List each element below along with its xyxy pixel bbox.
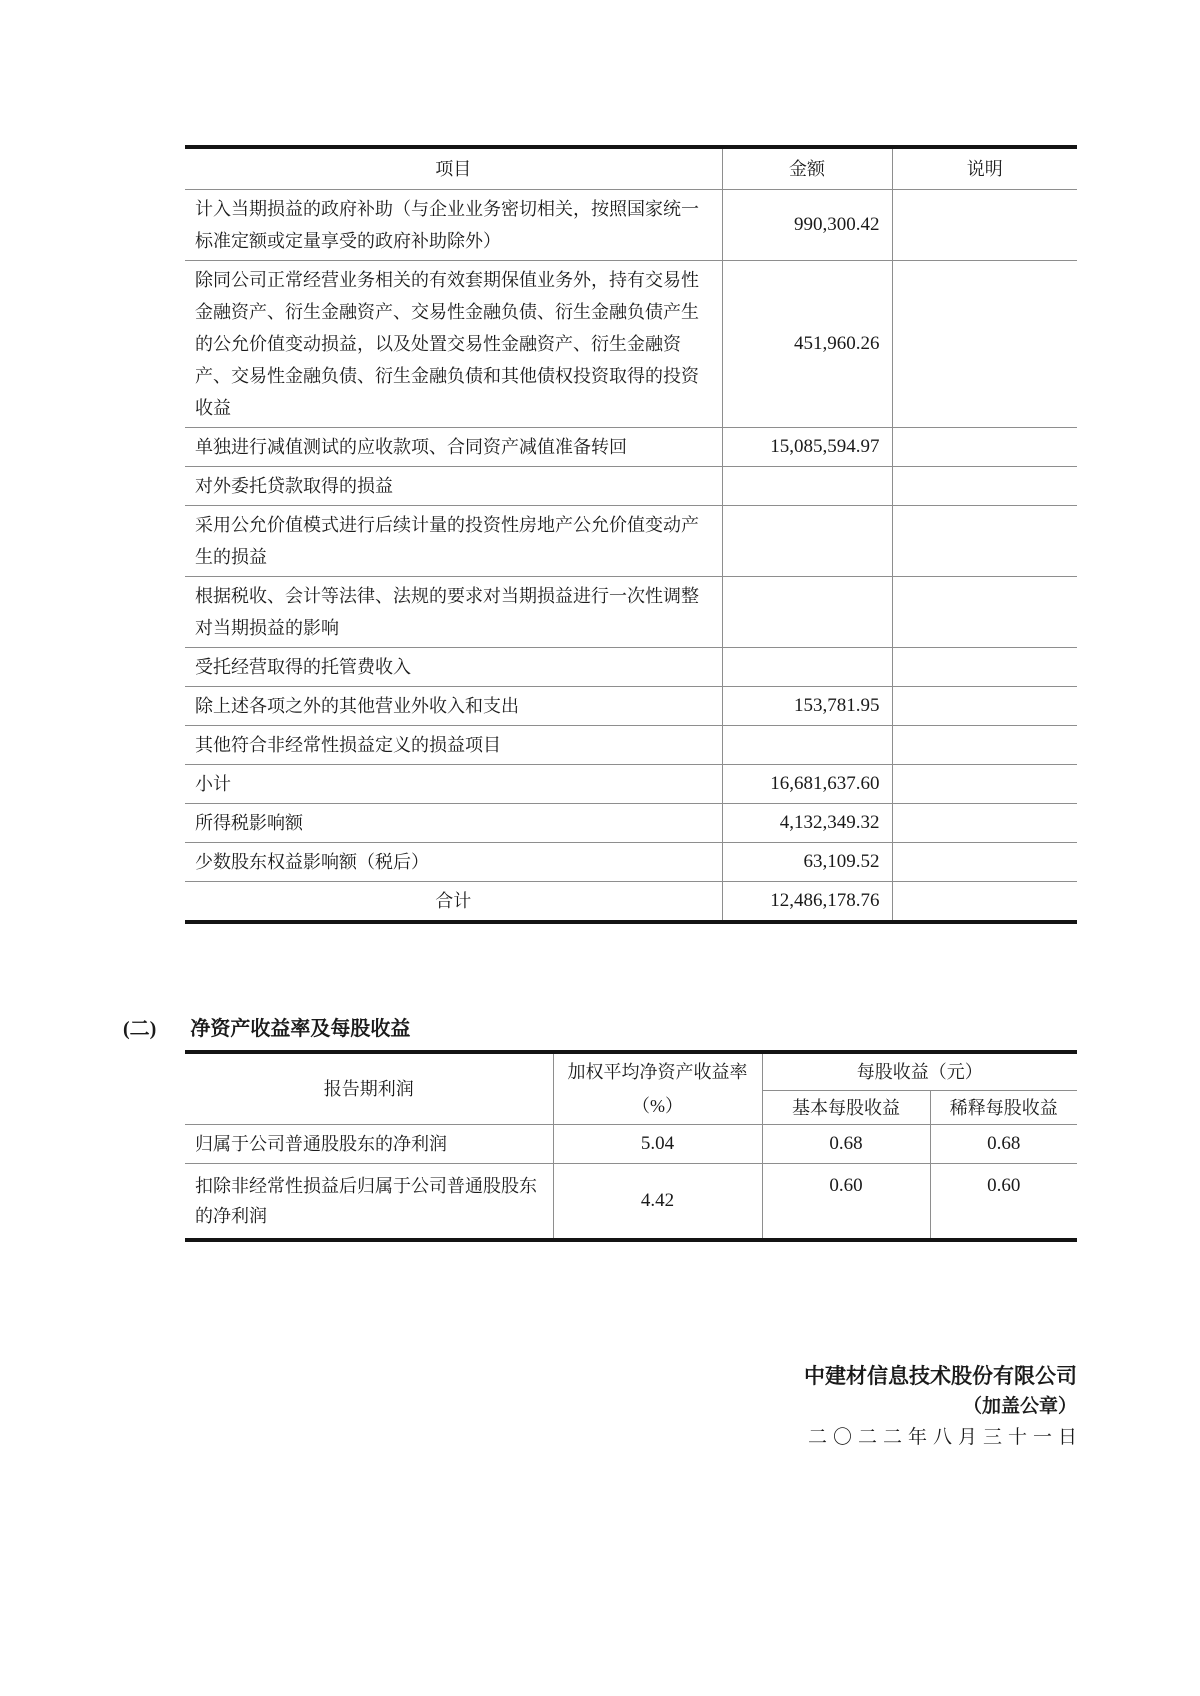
table-row-total xyxy=(185,882,1077,923)
amount-cell: 153,781.95 xyxy=(722,687,892,726)
basic-eps-cell: 0.68 xyxy=(762,1125,930,1164)
amount-cell: 451,960.26 xyxy=(722,261,892,428)
amount-cell: 4,132,349.32 xyxy=(722,804,892,843)
non-recurring-items-table xyxy=(185,145,1077,924)
roe-header-line1: 加权平均净资产收益率 xyxy=(567,1062,748,1082)
section-number: (二) xyxy=(123,1018,157,1040)
column-header-note: 说明 xyxy=(892,147,1077,190)
amount-cell: 12,486,178.76 xyxy=(722,882,892,923)
table-row xyxy=(185,428,1077,467)
roe-cell: 5.04 xyxy=(553,1125,762,1164)
amount-cell xyxy=(722,648,892,687)
note-cell xyxy=(892,648,1077,687)
note-cell xyxy=(892,687,1077,726)
amount-cell: 990,300.42 xyxy=(722,190,892,261)
amount-cell xyxy=(722,726,892,765)
table-row xyxy=(185,726,1077,765)
table-row xyxy=(185,843,1077,882)
note-cell xyxy=(892,726,1077,765)
column-header-diluted-eps: 稀释每股收益 xyxy=(930,1091,1077,1125)
note-cell xyxy=(892,843,1077,882)
note-cell xyxy=(892,261,1077,428)
amount-cell xyxy=(722,467,892,506)
table-row-subtotal xyxy=(185,765,1077,804)
table-row xyxy=(185,1164,1077,1241)
item-cell: 少数股东权益影响额（税后） xyxy=(185,843,722,882)
amount-cell xyxy=(722,577,892,648)
amount-cell: 63,109.52 xyxy=(722,843,892,882)
note-cell xyxy=(892,804,1077,843)
diluted-eps-cell: 0.68 xyxy=(930,1125,1077,1164)
roe-header-line2: （%） xyxy=(632,1096,683,1116)
item-cell: 对外委托贷款取得的损益 xyxy=(185,467,722,506)
item-cell: 所得税影响额 xyxy=(185,804,722,843)
note-cell xyxy=(892,428,1077,467)
item-cell: 除同公司正常经营业务相关的有效套期保值业务外，持有交易性金融资产、衍生金融资产、交易性金融负债、衍生金融负债产生的公允价值变动损益，以及处置交易性金融资产、衍生金融资产、交易性金融负债、衍生金融负债和其他债权投资取得的投资收益 xyxy=(185,261,722,428)
table-row xyxy=(185,467,1077,506)
seal-note: （加盖公章） xyxy=(962,1396,1077,1417)
column-header-amount: 金额 xyxy=(722,147,892,190)
item-cell: 根据税收、会计等法律、法规的要求对当期损益进行一次性调整对当期损益的影响 xyxy=(185,577,722,648)
item-cell: 归属于公司普通股股东的净利润 xyxy=(185,1125,553,1164)
note-cell xyxy=(892,882,1077,923)
item-cell: 合计 xyxy=(185,882,722,923)
table-row xyxy=(185,804,1077,843)
column-header-eps-group: 每股收益（元） xyxy=(762,1052,1077,1091)
section-title: 净资产收益率及每股收益 xyxy=(190,1018,411,1040)
item-cell: 计入当期损益的政府补助（与企业业务密切相关，按照国家统一标准定额或定量享受的政府补助除外） xyxy=(185,190,722,261)
table-row xyxy=(185,648,1077,687)
table-header-row xyxy=(185,147,1077,190)
table-row xyxy=(185,577,1077,648)
roe-eps-table xyxy=(185,1050,1077,1242)
item-cell: 扣除非经常性损益后归属于公司普通股股东的净利润 xyxy=(185,1164,553,1241)
table-row xyxy=(185,506,1077,577)
item-cell: 受托经营取得的托管费收入 xyxy=(185,648,722,687)
diluted-eps-cell: 0.60 xyxy=(930,1164,1077,1241)
item-cell: 采用公允价值模式进行后续计量的投资性房地产公允价值变动产生的损益 xyxy=(185,506,722,577)
table-row xyxy=(185,261,1077,428)
item-cell: 单独进行减值测试的应收款项、合同资产减值准备转回 xyxy=(185,428,722,467)
table-row xyxy=(185,687,1077,726)
roe-cell: 4.42 xyxy=(553,1164,762,1241)
amount-cell xyxy=(722,506,892,577)
column-header-report-period: 报告期利润 xyxy=(185,1052,553,1125)
note-cell xyxy=(892,467,1077,506)
column-header-basic-eps: 基本每股收益 xyxy=(762,1091,930,1125)
section-heading xyxy=(123,1016,1200,1042)
note-cell xyxy=(892,765,1077,804)
item-cell: 小计 xyxy=(185,765,722,804)
column-header-weighted-roe xyxy=(553,1052,762,1125)
note-cell xyxy=(892,190,1077,261)
note-cell xyxy=(892,506,1077,577)
amount-cell: 16,681,637.60 xyxy=(722,765,892,804)
table-row xyxy=(185,190,1077,261)
amount-cell: 15,085,594.97 xyxy=(722,428,892,467)
column-header-item: 项目 xyxy=(185,147,722,190)
item-cell: 除上述各项之外的其他营业外收入和支出 xyxy=(185,687,722,726)
signature-block xyxy=(185,1362,1083,1451)
table-row xyxy=(185,1125,1077,1164)
note-cell xyxy=(892,577,1077,648)
basic-eps-cell: 0.60 xyxy=(762,1164,930,1241)
signature-date: 二〇二二年八月三十一日 xyxy=(807,1427,1083,1448)
table-header-row xyxy=(185,1052,1077,1091)
item-cell: 其他符合非经常性损益定义的损益项目 xyxy=(185,726,722,765)
company-name: 中建材信息技术股份有限公司 xyxy=(804,1364,1077,1388)
